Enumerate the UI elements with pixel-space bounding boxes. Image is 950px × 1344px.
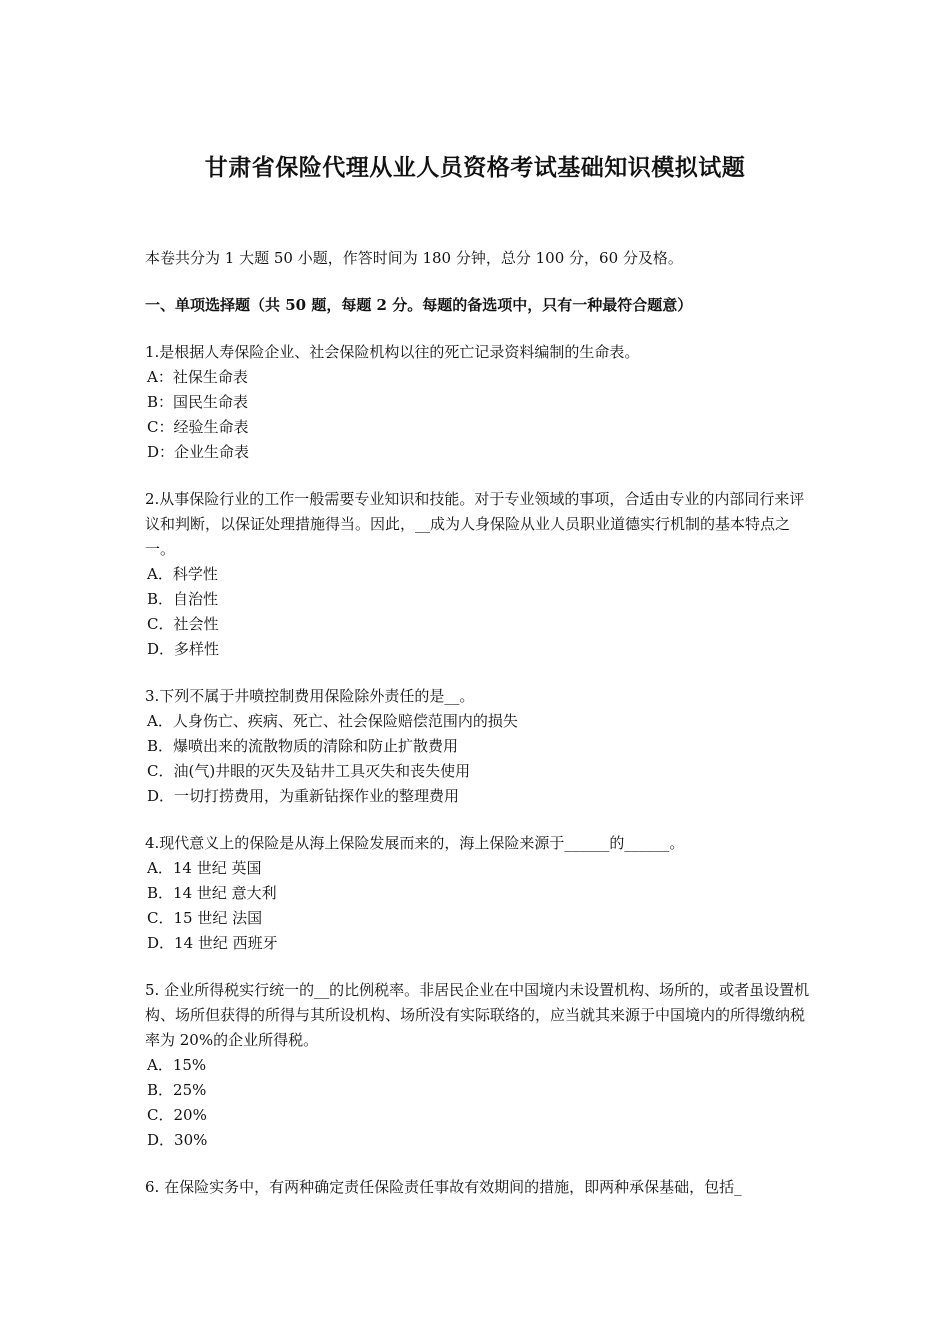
- option-b: B．爆喷出来的流散物质的清除和防止扩散费用: [147, 737, 459, 755]
- option-list: [145, 365, 810, 465]
- question-6: [145, 1175, 810, 1200]
- option-list: [145, 562, 810, 662]
- option-list: [145, 709, 810, 809]
- question-2: [145, 487, 810, 662]
- question-5: [145, 978, 810, 1153]
- option-b: B．14 世纪 意大利: [147, 884, 277, 902]
- document-title: 甘肃省保险代理从业人员资格考试基础知识模拟试题: [204, 154, 746, 181]
- option-list: [145, 856, 810, 956]
- question-4: [145, 831, 810, 956]
- question-3: [145, 684, 810, 809]
- option-a: A：社保生命表: [147, 368, 248, 386]
- option-d: D．30%: [147, 1131, 208, 1149]
- question-stem: 3.下列不属于井喷控制费用保险除外责任的是__。: [145, 687, 475, 705]
- option-d: D：企业生命表: [147, 443, 250, 461]
- option-d: D．14 世纪 西班牙: [147, 934, 278, 952]
- option-c: C：经验生命表: [147, 418, 249, 436]
- option-a: A．科学性: [147, 565, 218, 583]
- option-c: C．油(气)井眼的灭失及钻井工具灭失和丧失使用: [147, 762, 471, 780]
- question-stem: 6. 在保险实务中，有两种确定责任保险责任事故有效期间的措施，即两种承保基础，包括_: [145, 1178, 742, 1196]
- question-stem: 1.是根据人寿保险企业、社会保险机构以往的死亡记录资料编制的生命表。: [145, 343, 640, 361]
- option-a: A．15%: [147, 1056, 207, 1074]
- option-c: C．社会性: [147, 615, 219, 633]
- document-body: [145, 246, 810, 1222]
- option-list: [145, 1053, 810, 1153]
- option-a: A．14 世纪 英国: [147, 859, 262, 877]
- question-stem: 4.现代意义上的保险是从海上保险发展而来的，海上保险来源于______的______。: [145, 834, 685, 852]
- option-b: B．自治性: [147, 590, 219, 608]
- exam-intro: 本卷共分为 1 大题 50 小题，作答时间为 180 分钟，总分 100 分，60 分及格。: [145, 249, 683, 267]
- question-1: [145, 340, 810, 465]
- section-heading: 一、单项选择题（共 50 题，每题 2 分。每题的备选项中，只有一种最符合题意）: [145, 296, 693, 314]
- option-d: D．多样性: [147, 640, 220, 658]
- option-c: C．15 世纪 法国: [147, 909, 263, 927]
- option-c: C．20%: [147, 1106, 207, 1124]
- option-a: A．人身伤亡、疾病、死亡、社会保险赔偿范围内的损失: [147, 712, 518, 730]
- option-b: B：国民生命表: [147, 393, 249, 411]
- option-d: D．一切打捞费用，为重新钻探作业的整理费用: [147, 787, 460, 805]
- question-stem: 2.从事保险行业的工作一般需要专业知识和技能。对于专业领域的事项，合适由专业的内部同行来评议和判断，以保证处理措施得当。因此，__成为人身保险从业人员职业道德实行机制的基本特点之一。: [145, 490, 805, 558]
- question-stem: 5. 企业所得税实行统一的__的比例税率。非居民企业在中国境内未设置机构、场所的，或者虽设置机构、场所但获得的所得与其所设机构、场所没有实际联络的，应当就其来源于中国境内的所得缴纳税率为 20%的企业所得税。: [145, 981, 810, 1049]
- option-b: B．25%: [147, 1081, 207, 1099]
